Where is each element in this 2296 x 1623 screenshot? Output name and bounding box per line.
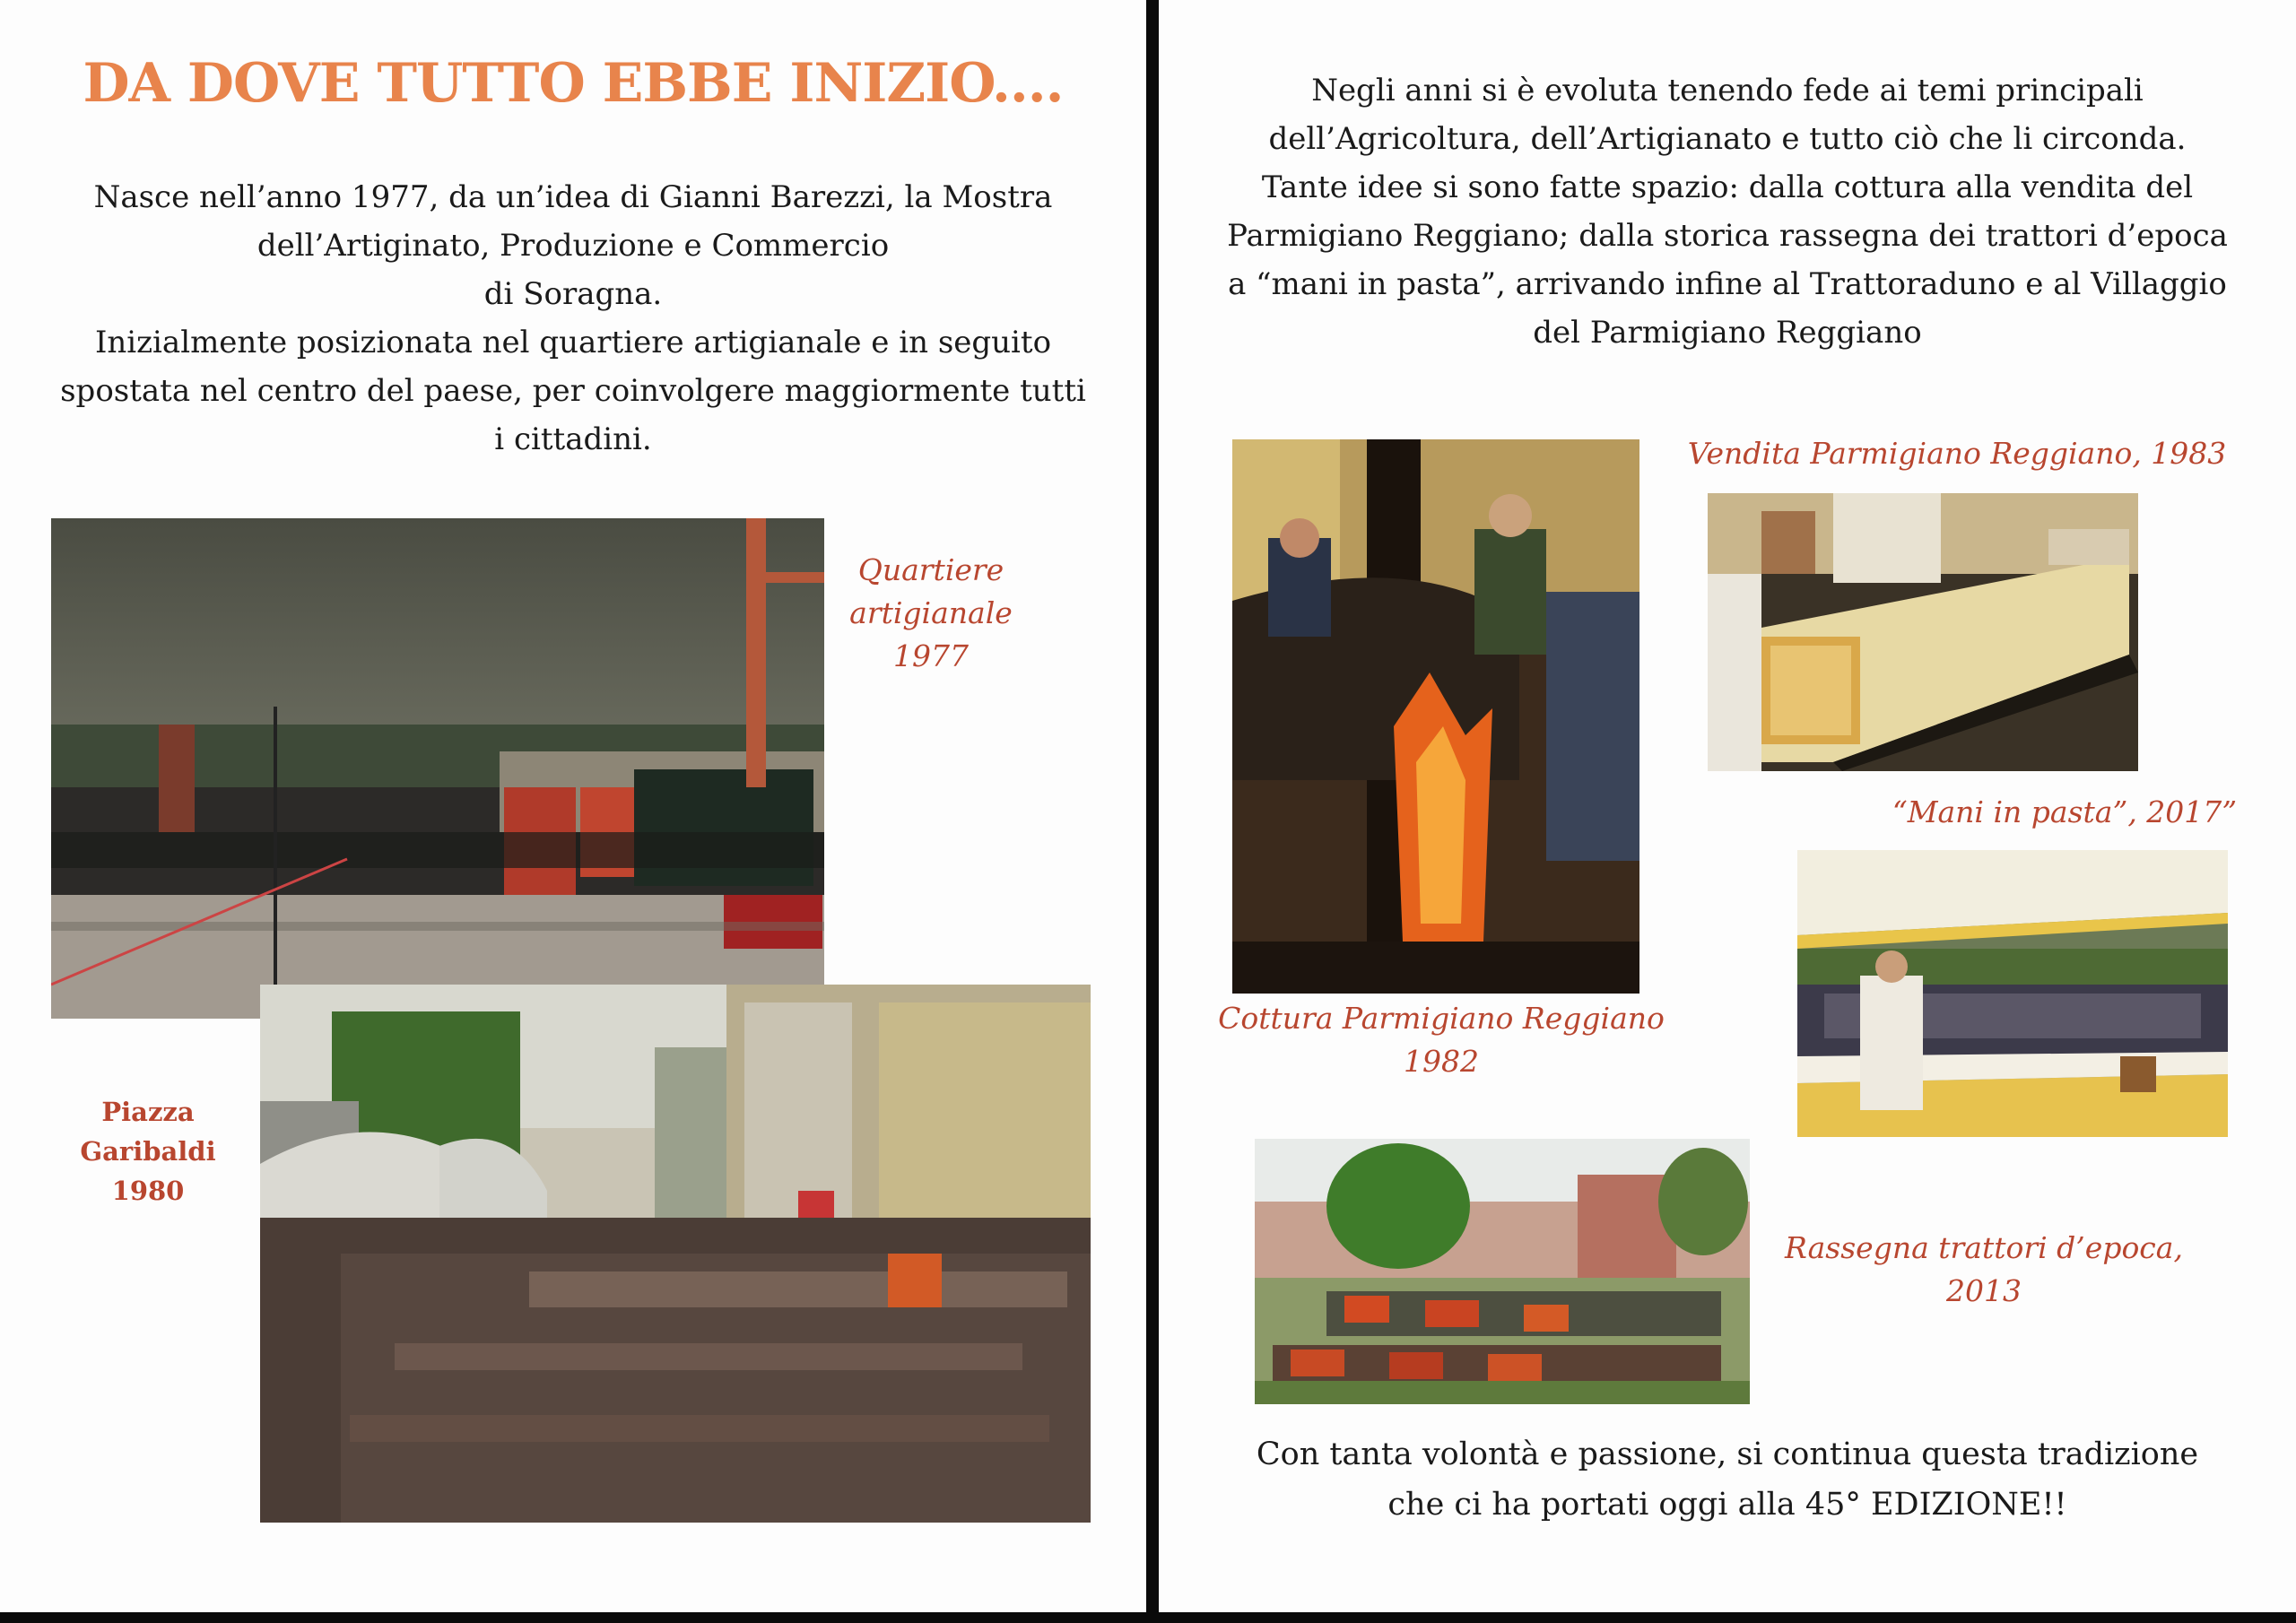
intro-line: Nasce nell’anno 1977, da un’idea di Gianni Barezzi, la Mostra	[93, 179, 1053, 215]
intro-line: dell’Agricoltura, dell’Artigianato e tutto ciò che li circonda.	[1268, 121, 2187, 157]
intro-line: Tante idee si sono fatte spazio: dalla cottura alla vendita del	[1261, 169, 2194, 205]
caption-line: 1982	[1404, 1044, 1479, 1079]
photo-cottura-parmigiano	[1232, 439, 1639, 994]
intro-line: del Parmigiano Reggiano	[1533, 315, 1922, 351]
closing-paragraph	[1168, 1429, 2287, 1530]
caption-line: artigianale	[849, 595, 1013, 630]
caption-rassegna-trattori	[1751, 1227, 2217, 1313]
right-page	[1159, 0, 2296, 1612]
photo-quartiere-artigianale	[51, 518, 824, 1019]
caption-line: Vendita Parmigiano Reggiano, 1983	[1687, 436, 2227, 471]
caption-line: Piazza	[101, 1097, 195, 1127]
caption-line: Cottura Parmigiano Reggiano	[1218, 1001, 1665, 1036]
intro-line: Negli anni si è evoluta tenendo fede ai temi principali	[1311, 73, 2144, 108]
caption-quartiere-artigianale	[830, 549, 1032, 678]
intro-line: di Soragna.	[483, 276, 663, 312]
intro-line: Parmigiano Reggiano; dalla storica rassegna dei trattori d’epoca	[1227, 218, 2228, 254]
caption-piazza-garibaldi	[54, 1092, 242, 1211]
caption-line: “Mani in pasta”, 2017”	[1892, 794, 2238, 829]
closing-line: che ci ha portati oggi alla 45° EDIZIONE!!	[1387, 1487, 2067, 1523]
caption-vendita-parmigiano	[1670, 432, 2244, 475]
photo-piazza-garibaldi	[260, 985, 1091, 1523]
closing-line: Con tanta volontà e passione, si continua questa tradizione	[1256, 1436, 2199, 1472]
page-title: DA DOVE TUTTO EBBE INIZIO....	[83, 52, 1064, 115]
intro-line: i cittadini.	[494, 421, 652, 457]
intro-paragraph	[18, 173, 1128, 464]
bottom-frame	[0, 1612, 2296, 1623]
caption-line: Garibaldi	[80, 1136, 216, 1167]
intro-paragraph	[1168, 66, 2287, 357]
caption-cottura-parmigiano	[1204, 997, 1679, 1083]
caption-line: 1977	[893, 638, 969, 673]
intro-line: a “mani in pasta”, arrivando infine al Trattoraduno e al Villaggio	[1228, 266, 2227, 302]
photo-vendita-parmigiano	[1708, 493, 2138, 771]
photo-rassegna-trattori	[1255, 1139, 1750, 1404]
left-page	[0, 0, 1146, 1612]
photo-mani-in-pasta	[1797, 850, 2228, 1137]
caption-mani-in-pasta	[1849, 791, 2280, 834]
intro-line: dell’Artiginato, Produzione e Commercio	[257, 228, 890, 264]
caption-line: Quartiere	[857, 552, 1004, 587]
page-divider	[1146, 0, 1159, 1623]
intro-line: Inizialmente posizionata nel quartiere artigianale e in seguito	[94, 325, 1052, 360]
intro-line: spostata nel centro del paese, per coinvolgere maggiormente tutti	[60, 373, 1086, 409]
caption-line: 1980	[111, 1176, 185, 1206]
caption-line: Rassegna trattori d’epoca,	[1785, 1230, 2183, 1265]
caption-line: 2013	[1946, 1273, 2022, 1308]
